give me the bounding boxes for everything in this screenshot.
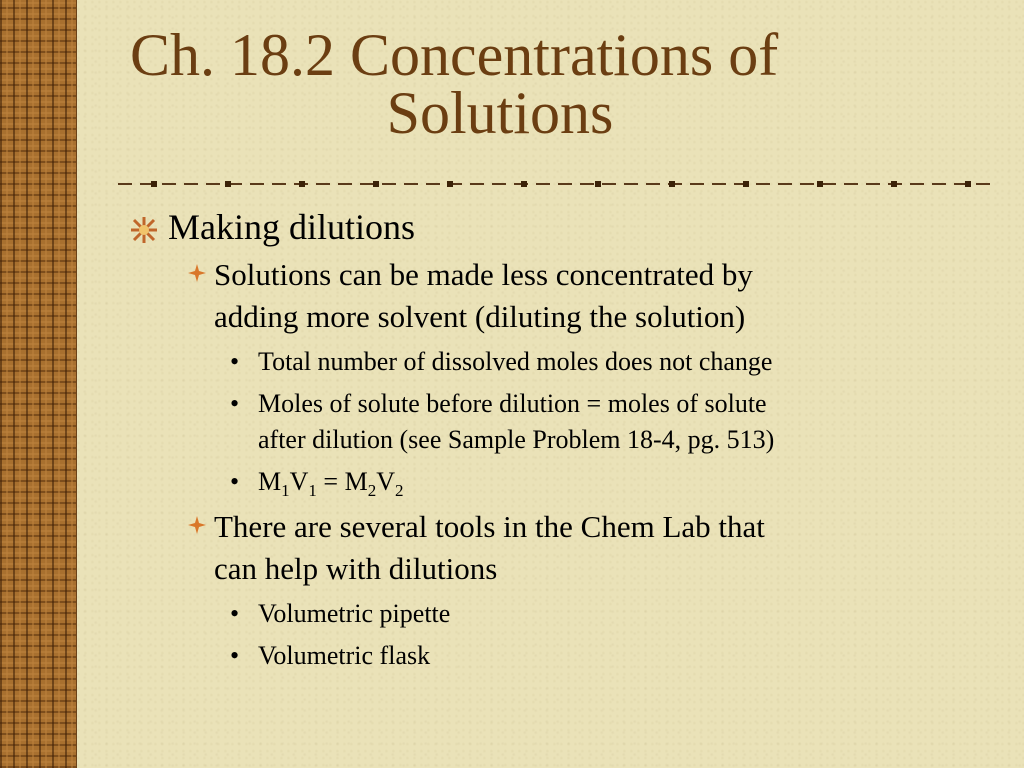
bullet-text-line-2: adding more solvent (diluting the solution) [214, 299, 746, 334]
divider-dot [743, 181, 749, 187]
sub-bullet-formula [130, 464, 950, 500]
sub-bullet-moles-equal [130, 386, 950, 458]
bullet-dot: • [230, 347, 240, 376]
bullet-text-line-1: There are several tools in the Chem Lab that [214, 509, 765, 544]
diamond-bullet-icon [188, 516, 206, 534]
bullet-dot: • [230, 389, 240, 418]
sub-bullet-volumetric-pipette [130, 596, 950, 632]
bullet-text: Making dilutions [168, 207, 416, 247]
bullet-dot: • [230, 599, 240, 628]
decorative-sidebar [0, 0, 77, 768]
sub-bullet-volumetric-flask [130, 638, 950, 674]
divider-dot [595, 181, 601, 187]
bullet-text-line-1: Moles of solute before dilution = moles of solute [258, 389, 767, 418]
divider-dot [669, 181, 675, 187]
bullet-making-dilutions [130, 206, 950, 248]
divider-dot [299, 181, 305, 187]
divider-dot [225, 181, 231, 187]
slide-body [130, 206, 950, 674]
divider-dot [817, 181, 823, 187]
bullet-dot: • [230, 641, 240, 670]
bullet-text-line-1: Solutions can be made less concentrated by [214, 257, 753, 292]
divider-dot [891, 181, 897, 187]
divider-dot [151, 181, 157, 187]
divider-dot [373, 181, 379, 187]
dilution-formula: $M_1V_1 = M_2V_2$ [258, 467, 404, 500]
slide-title [130, 22, 870, 146]
bullet-solutions-less-concentrated [130, 254, 950, 338]
divider-dot [965, 181, 971, 187]
bullet-text: Total number of dissolved moles does not change [258, 347, 773, 376]
bullet-text-line-2: after dilution (see Sample Problem 18-4, pg. 513) [258, 425, 775, 454]
sub-bullet-total-moles [130, 344, 950, 380]
title-line-2: Solutions [386, 80, 614, 146]
diamond-bullet-icon [188, 264, 206, 282]
bullet-text-line-2: can help with dilutions [214, 551, 498, 586]
bullet-chem-lab-tools [130, 506, 950, 590]
divider-dot [447, 181, 453, 187]
bullet-dot: • [230, 467, 240, 496]
bullet-text: Volumetric pipette [258, 599, 451, 628]
dashed-divider [118, 176, 994, 192]
title-line-1: Ch. 18.2 Concentrations of [130, 22, 779, 88]
bullet-text: Volumetric flask [258, 641, 431, 670]
starburst-bullet-icon [130, 216, 158, 244]
divider-dot [521, 181, 527, 187]
